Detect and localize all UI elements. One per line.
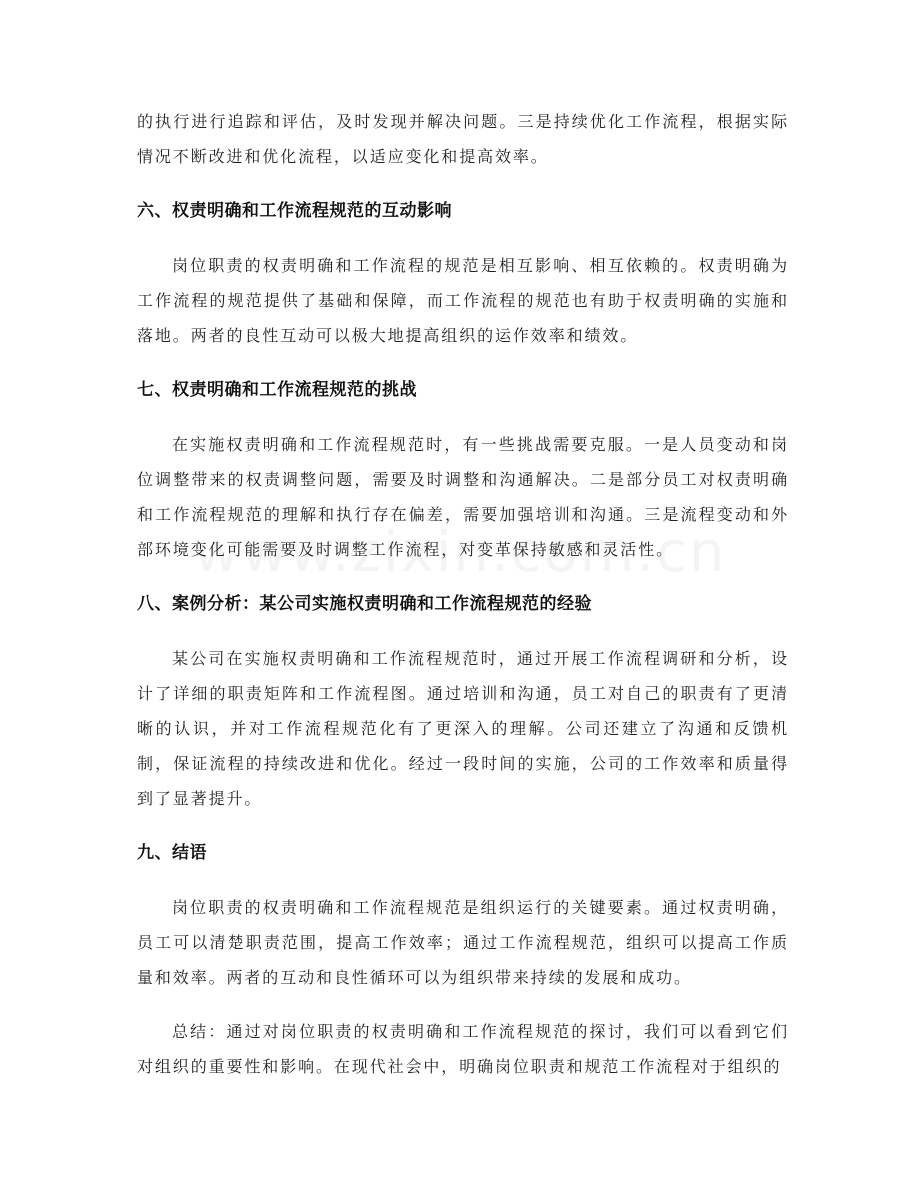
paragraph-section-8: 某公司在实施权责明确和工作流程规范时，通过开展工作流程调研和分析，设计了详细的职责矩阵和工作流程图。通过培训和沟通，员工对自己的职责有了更清晰的认识，并对工作流程规范化有了更深入的理解。公司还建立了沟通和反馈机制，保证流程的持续改进和优化。经过一段时间的实施，公司的工作效率和质量得到了显著提升。 [137,649,789,808]
paragraph-summary: 总结：通过对岗位职责的权责明确和工作流程规范的探讨，我们可以看到它们对组织的重要性和影响。在现代社会中，明确岗位职责和规范工作流程对于组织的 [137,1022,789,1076]
paragraph-section-7: 在实施权责明确和工作流程规范时，有一些挑战需要克服。一是人员变动和岗位调整带来的权责调整问题，需要及时调整和沟通解决。二是部分员工对权责明确和工作流程规范的理解和执行存在偏差，需要加强培训和沟通。三是流程变动和外部环境变化可能需要及时调整工作流程，对变革保持敏感和灵活性。 [137,435,789,559]
section-heading-7: 七、权责明确和工作流程规范的挑战 [137,380,417,400]
section-heading-6: 六、权责明确和工作流程规范的互动影响 [137,201,452,221]
section-heading-9: 九、结语 [137,843,207,863]
paragraph-section-6: 岗位职责的权责明确和工作流程的规范是相互影响、相互依赖的。权责明确为工作流程的规范提供了基础和保障，而工作流程的规范也有助于权责明确的实施和落地。两者的良性互动可以极大地提高组织的运作效率和绩效。 [137,256,789,345]
paragraph-continuation: 的执行进行追踪和评估，及时发现并解决问题。三是持续优化工作流程，根据实际情况不断改进和优化流程，以适应变化和提高效率。 [137,112,789,166]
document-body [137,104,789,1084]
section-heading-8: 八、案例分析：某公司实施权责明确和工作流程规范的经验 [137,594,592,614]
paragraph-section-9: 岗位职责的权责明确和工作流程规范是组织运行的关键要素。通过权责明确，员工可以清楚职责范围，提高工作效率；通过工作流程规范，组织可以提高工作质量和效率。两者的互动和良性循环可以为组织带来持续的发展和成功。 [137,898,789,987]
